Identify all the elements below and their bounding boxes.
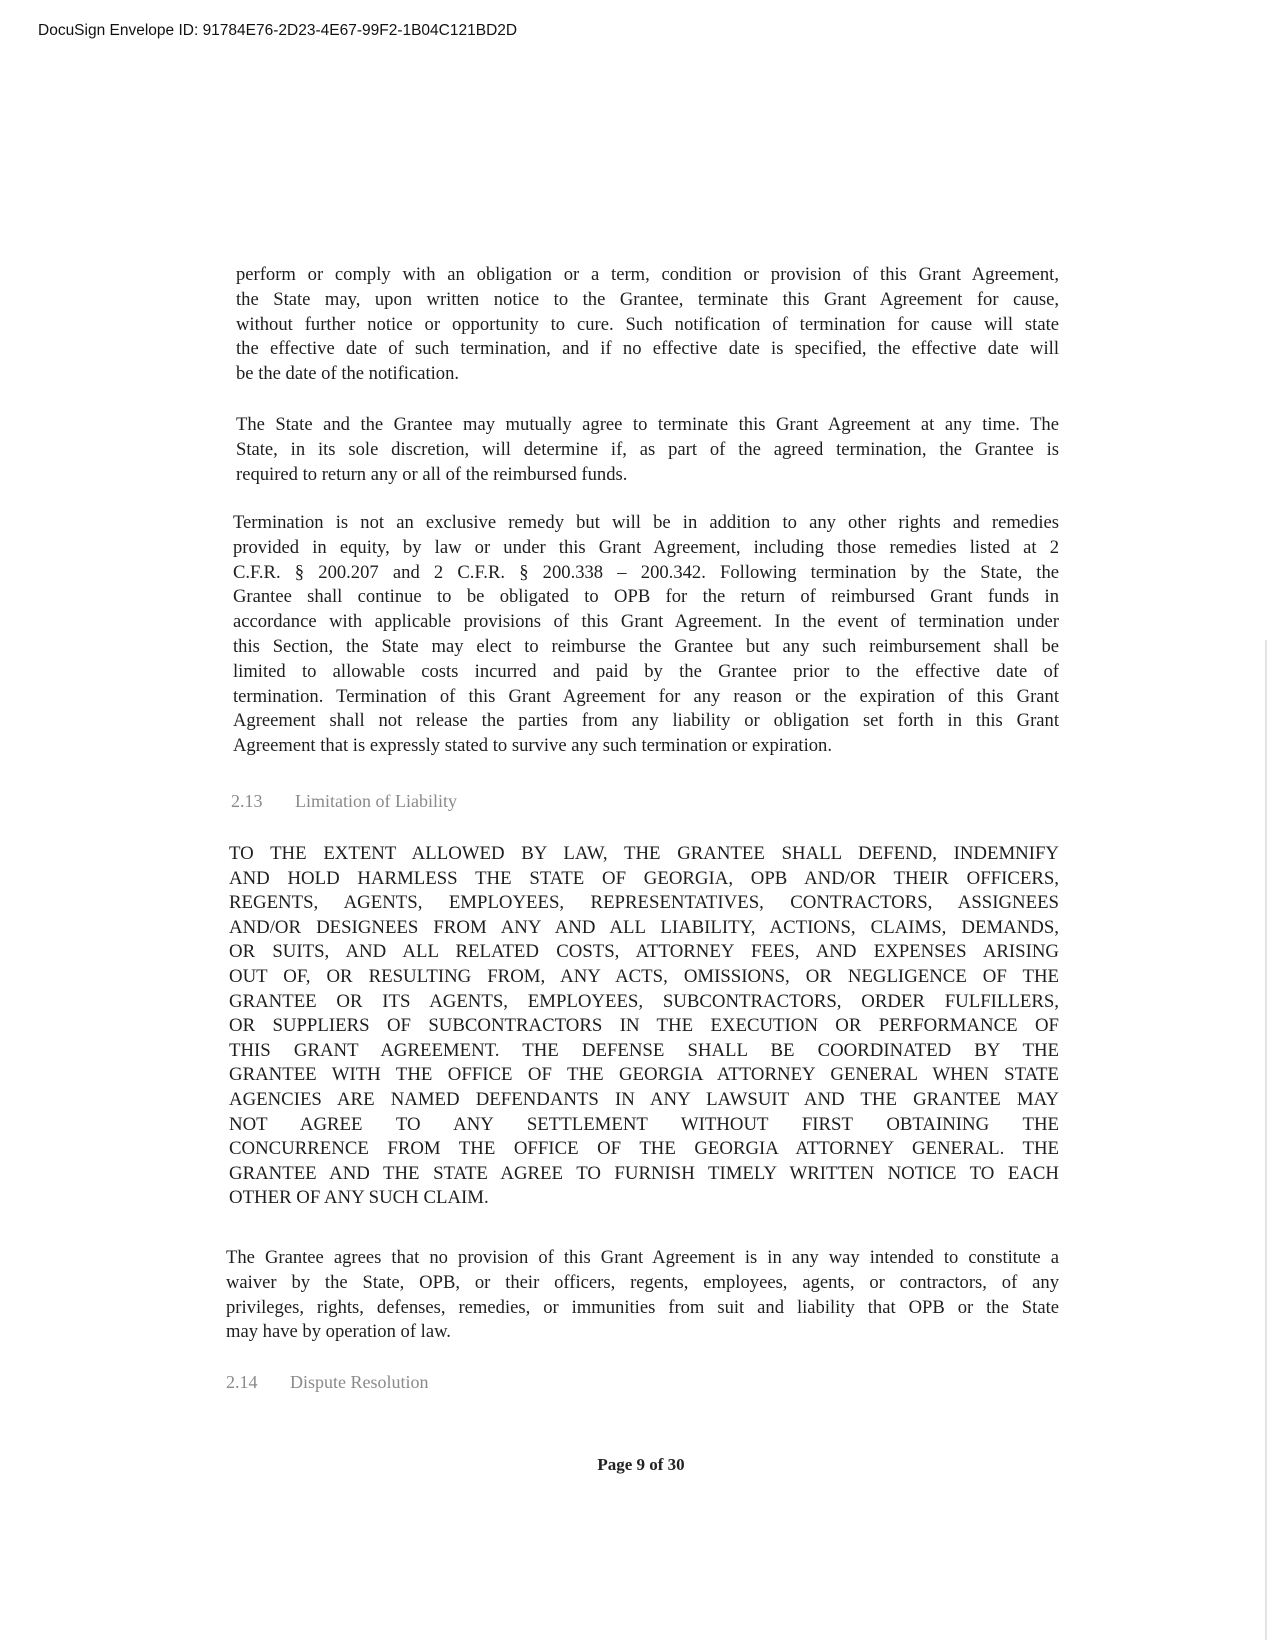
text-line: OUT OF, OR RESULTING FROM, ANY ACTS, OMISSIONS, OR NEGLIGENCE OF THE xyxy=(229,965,1059,987)
text-line: The State and the Grantee may mutually agree to terminate this Grant Agreement at any time. The xyxy=(236,414,1059,435)
docusign-envelope-id: DocuSign Envelope ID: 91784E76-2D23-4E67-99F2-1B04C121BD2D xyxy=(38,22,518,39)
text-line: The Grantee agrees that no provision of this Grant Agreement is in any way intended to constitute a xyxy=(226,1247,1059,1268)
paragraph-termination-for-cause xyxy=(236,263,1059,387)
text-line: GRANTEE OR ITS AGENTS, EMPLOYEES, SUBCONTRACTORS, ORDER FULFILLERS, xyxy=(229,990,1059,1012)
paragraph-termination-remedy xyxy=(233,511,1059,759)
text-line: may have by operation of law. xyxy=(226,1321,451,1343)
text-line: Agreement that is expressly stated to survive any such termination or expiration. xyxy=(233,735,832,757)
paragraph-no-waiver xyxy=(226,1246,1059,1345)
scan-edge-shadow xyxy=(1265,640,1267,1640)
text-line: GRANTEE WITH THE OFFICE OF THE GEORGIA ATTORNEY GENERAL WHEN STATE xyxy=(229,1064,1059,1086)
section-number: 2.13 xyxy=(231,791,263,811)
section-heading-2-14 xyxy=(226,1372,429,1393)
section-number: 2.14 xyxy=(226,1372,258,1392)
text-line: limited to allowable costs incurred and paid by the Grantee prior to the effective date of xyxy=(233,660,1059,682)
text-line: GRANTEE AND THE STATE AGREE TO FURNISH TIMELY WRITTEN NOTICE TO EACH xyxy=(229,1162,1059,1184)
text-line: C.F.R. § 200.207 and 2 C.F.R. § 200.338 – 200.342. Following termination by the State, the xyxy=(233,561,1059,583)
paragraph-mutual-termination xyxy=(236,413,1059,487)
text-line: required to return any or all of the reimbursed funds. xyxy=(236,463,628,485)
text-line: perform or comply with an obligation or a term, condition or provision of this Grant Agreement, xyxy=(236,264,1059,285)
text-line: accordance with applicable provisions of this Grant Agreement. In the event of termination under xyxy=(233,611,1059,633)
section-title: Limitation of Liability xyxy=(295,791,457,811)
text-line: Termination is not an exclusive remedy but will be in addition to any other rights and remedies xyxy=(233,512,1059,533)
text-line: be the date of the notification. xyxy=(236,363,460,385)
text-line: the State may, upon written notice to the Grantee, terminate this Grant Agreement for cause, xyxy=(236,288,1059,310)
text-line: termination. Termination of this Grant Agreement for any reason or the expiration of this Grant xyxy=(233,685,1059,707)
text-line: OR SUPPLIERS OF SUBCONTRACTORS IN THE EXECUTION OR PERFORMANCE OF xyxy=(229,1015,1059,1037)
paragraph-indemnification xyxy=(229,842,1059,1211)
text-line: AND HOLD HARMLESS THE STATE OF GEORGIA, OPB AND/OR THEIR OFFICERS, xyxy=(229,867,1059,889)
text-line: OTHER OF ANY SUCH CLAIM. xyxy=(229,1187,489,1209)
text-line: waiver by the State, OPB, or their officers, regents, employees, agents, or contractors, of any xyxy=(226,1271,1059,1293)
text-line: OR SUITS, AND ALL RELATED COSTS, ATTORNEY FEES, AND EXPENSES ARISING xyxy=(229,941,1059,963)
text-line: Grantee shall continue to be obligated to OPB for the return of reimbursed Grant funds in xyxy=(233,586,1059,608)
section-title: Dispute Resolution xyxy=(290,1372,429,1392)
text-line: CONCURRENCE FROM THE OFFICE OF THE GEORGIA ATTORNEY GENERAL. THE xyxy=(229,1138,1059,1160)
text-line: Agreement shall not release the parties from any liability or obligation set forth in this Grant xyxy=(233,710,1059,732)
text-line: State, in its sole discretion, will determine if, as part of the agreed termination, the Grantee is xyxy=(236,438,1059,460)
text-line: AND/OR DESIGNEES FROM ANY AND ALL LIABILITY, ACTIONS, CLAIMS, DEMANDS, xyxy=(229,916,1059,938)
text-line: provided in equity, by law or under this Grant Agreement, including those remedies listed at 2 xyxy=(233,536,1059,558)
text-line: the effective date of such termination, and if no effective date is specified, the effective date will xyxy=(236,338,1059,360)
text-line: without further notice or opportunity to cure. Such notification of termination for cause will state xyxy=(236,313,1059,335)
text-line: this Section, the State may elect to reimburse the Grantee but any such reimbursement shall be xyxy=(233,635,1059,657)
text-line: AGENCIES ARE NAMED DEFENDANTS IN ANY LAWSUIT AND THE GRANTEE MAY xyxy=(229,1088,1059,1110)
text-line: REGENTS, AGENTS, EMPLOYEES, REPRESENTATIVES, CONTRACTORS, ASSIGNEES xyxy=(229,892,1059,914)
text-line: privileges, rights, defenses, remedies, or immunities from suit and liability that OPB or the State xyxy=(226,1296,1059,1318)
page-number: Page 9 of 30 xyxy=(597,1455,685,1474)
text-line: TO THE EXTENT ALLOWED BY LAW, THE GRANTEE SHALL DEFEND, INDEMNIFY xyxy=(229,843,1059,864)
text-line: THIS GRANT AGREEMENT. THE DEFENSE SHALL BE COORDINATED BY THE xyxy=(229,1039,1059,1061)
text-line: NOT AGREE TO ANY SETTLEMENT WITHOUT FIRST OBTAINING THE xyxy=(229,1113,1059,1135)
section-heading-2-13 xyxy=(231,791,457,812)
